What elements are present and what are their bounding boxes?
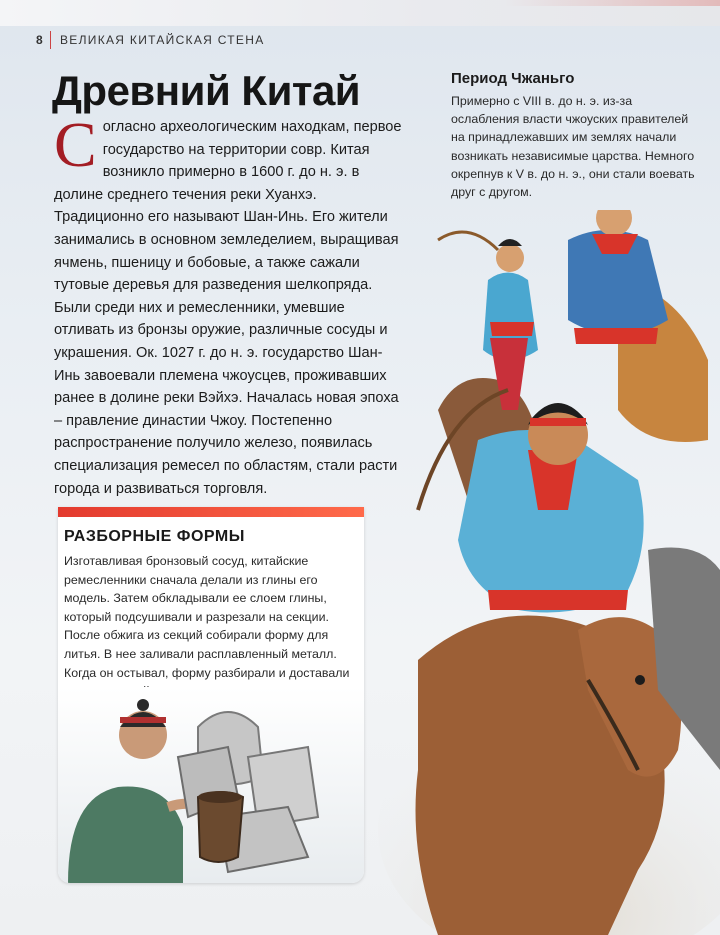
rider-background-right	[568, 210, 708, 442]
main-article	[54, 109, 404, 500]
top-accent-strip	[0, 0, 720, 6]
craftsman-illustration	[58, 687, 364, 883]
horsemen-illustration	[378, 210, 720, 935]
main-body-text: огласно археологическим находкам, первое государство на территории совр. Китая возникло примерно в 1600 г. до н. э. в долине среднего течения реки Хуанхэ. Традиционно его называют Шан-Инь. Его жители занимались в основном земледелием, выращивая ячмень, пшеницу и бобовые, а также сажали тутовые деревья для разведения шелкопряда. Были среди них и ремесленники, умевшие отливать из бронзы оружие, различные сосуды и украшения. Ок. 1027 г. до н. э. государство Шан-Инь завоевали племена чжоусцев, проживавших ранее в долине реки Вэйхэ. Началась новая эпоха – правление династии Чжоу. Постепенно распространение получило железо, появилась специализация ремесел по областям, стали расти города и развиваться торговля.	[54, 119, 402, 497]
info-box-title: РАЗБОРНЫЕ ФОРМЫ	[64, 528, 245, 545]
sidebar-heading: Период Чжаньго	[451, 70, 575, 87]
info-box-text: Изготавливая бронзовый сосуд, китайские ремесленники сначала делали из глины его модель. Затем обкладывали ее слоем глины, который подсушивали и разрезали на секции. После обжига из секций собирали форму для литья. В нее заливали расплавленный металл. Когда он остывал, форму разбирали и доставали	[64, 554, 350, 680]
top-bar	[0, 0, 720, 26]
info-box	[58, 507, 364, 883]
info-box-accent	[58, 507, 364, 517]
sidebar-text: Примерно с VIII в. до н. э. из-за ослабления власти чжоуских правителей на принадлежавших им землях начали возникать независимые царства. Немного окрепнув к V в. до н. э., они стали воевать друг с другом.	[451, 94, 695, 200]
page-number: 8	[36, 33, 43, 47]
header-divider	[50, 31, 51, 49]
running-head: ВЕЛИКАЯ КИТАЙСКАЯ СТЕНА	[60, 33, 265, 47]
drop-cap: С	[54, 109, 97, 180]
bronze-vessel	[198, 791, 243, 862]
page-title: Древний Китай	[52, 67, 361, 114]
